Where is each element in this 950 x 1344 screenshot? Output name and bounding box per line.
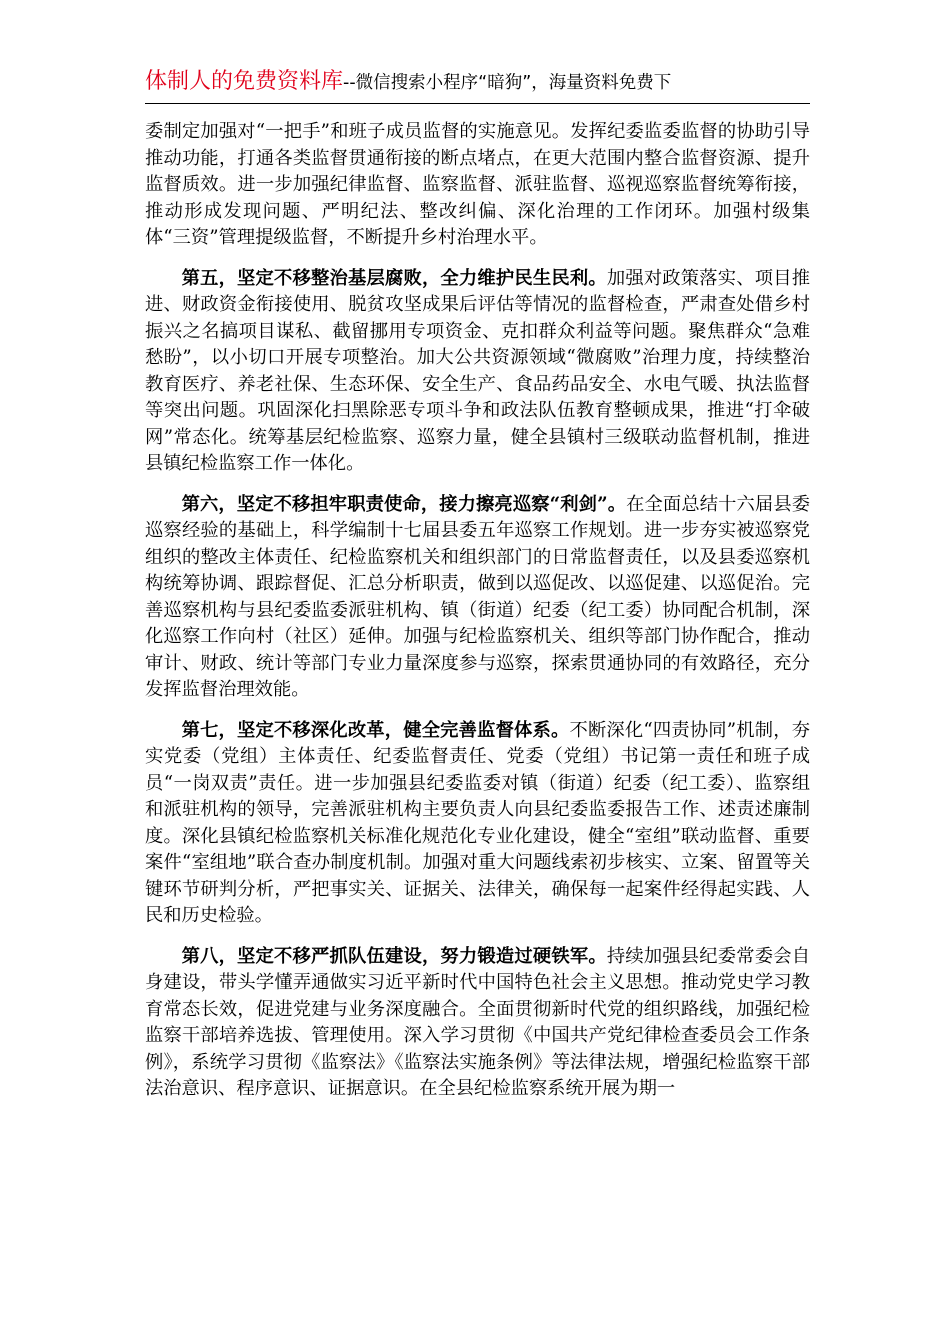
paragraph-lead: 第八，坚定不移严抓队伍建设，努力锻造过硬铁军。 bbox=[181, 945, 607, 967]
paragraph-lead: 第七，坚定不移深化改革，健全完善监督体系。 bbox=[181, 719, 570, 741]
header-tagline: --微信搜索小程序“暗狗”，海量资料免费下 bbox=[343, 73, 672, 93]
paragraph-fifth bbox=[145, 266, 810, 478]
paragraph-seventh bbox=[145, 718, 810, 930]
paragraph-text: 委制定加强对“一把手”和班子成员监督的实施意见。发挥纪委监委监督的协助引导推动功能，打通各类监督贯通衔接的断点堵点，在更大范围内整合监督资源、提升监督质效。进一步加强纪律监督、监察监督、派驻监督、巡视巡察监督统筹衔接，推动形成发现问题、严明纪法、整改纠偏、深化治理的工作闭环。加强村级集体“三资”管理提级监督，不断提升乡村治理水平。 bbox=[145, 121, 810, 248]
header-brand: 体制人的免费资料库 bbox=[145, 69, 344, 94]
paragraph-sixth bbox=[145, 492, 810, 704]
paragraph-text: 加强对政策落实、项目推进、财政资金衔接使用、脱贫攻坚成果后评估等情况的监督检查，严肃查处借乡村振兴之名搞项目谋私、截留挪用专项资金、克扣群众利益等问题。聚焦群众“急难愁盼”，以小切口开展专项整治。加大公共资源领域“微腐败”治理力度，持续整治教育医疗、养老社保、生态环保、安全生产、食品药品安全、水电气暖、执法监督等突出问题。巩固深化扫黑除恶专项斗争和政法队伍教育整顿成果，推进“打伞破网”常态化。统筹基层纪检监察、巡察力量，健全县镇村三级联动监督机制，推进县镇纪检监察工作一体化。 bbox=[145, 267, 811, 474]
paragraph-text: 在全面总结十六届县委巡察经验的基础上，科学编制十七届县委五年巡察工作规划。进一步夯实被巡察党组织的整改主体责任、纪检监察机关和组织部门的日常监督责任，以及县委巡察机构统筹协调、跟踪督促、汇总分析职责，做到以巡促改、以巡促建、以巡促治。完善巡察机构与县纪委监委派驻机构、镇（街道）纪委（纪工委）协同配合机制，深化巡察工作向村（社区）延伸。加强与纪检监察机关、组织等部门协作配合，推动审计、财政、统计等部门专业力量深度参与巡察，探索贯通协同的有效路径，充分发挥监督治理效能。 bbox=[145, 493, 811, 700]
paragraph-continued bbox=[145, 119, 810, 252]
document-body bbox=[145, 119, 810, 1117]
page-header bbox=[145, 64, 810, 104]
paragraph-text: 不断深化“四责协同”机制，夯实党委（党组）主体责任、纪委监督责任、党委（党组）书记第一责任和班子成员“一岗双责”责任。进一步加强县纪委监委对镇（街道）纪委（纪工委）、监察组和派驻机构的领导，完善派驻机构主要负责人向县纪委监委报告工作、述责述廉制度。深化县镇纪检监察机关标准化规范化专业化建设，健全“室组”联动监督、重要案件“室组地”联合查办制度机制。加强对重大问题线索初步核实、立案、留置等关键环节研判分析，严把事实关、证据关、法律关，确保每一起案件经得起实践、人民和历史检验。 bbox=[145, 719, 810, 926]
paragraph-eighth bbox=[145, 944, 810, 1103]
paragraph-lead: 第五，坚定不移整治基层腐败，全力维护民生民利。 bbox=[181, 267, 607, 289]
paragraph-lead: 第六，坚定不移担牢职责使命，接力擦亮巡察“利剑”。 bbox=[181, 493, 627, 515]
paragraph-text: 持续加强县纪委常委会自身建设，带头学懂弄通做实习近平新时代中国特色社会主义思想。推动党史学习教育常态长效，促进党建与业务深度融合。全面贯彻新时代党的组织路线，加强纪检监察干部培养选拔、管理使用。深入学习贯彻《中国共产党纪律检查委员会工作条例》，系统学习贯彻《监察法》《监察法实施条例》等法律法规，增强纪检监察干部法治意识、程序意识、证据意识。在全县纪检监察系统开展为期一 bbox=[145, 945, 811, 1099]
